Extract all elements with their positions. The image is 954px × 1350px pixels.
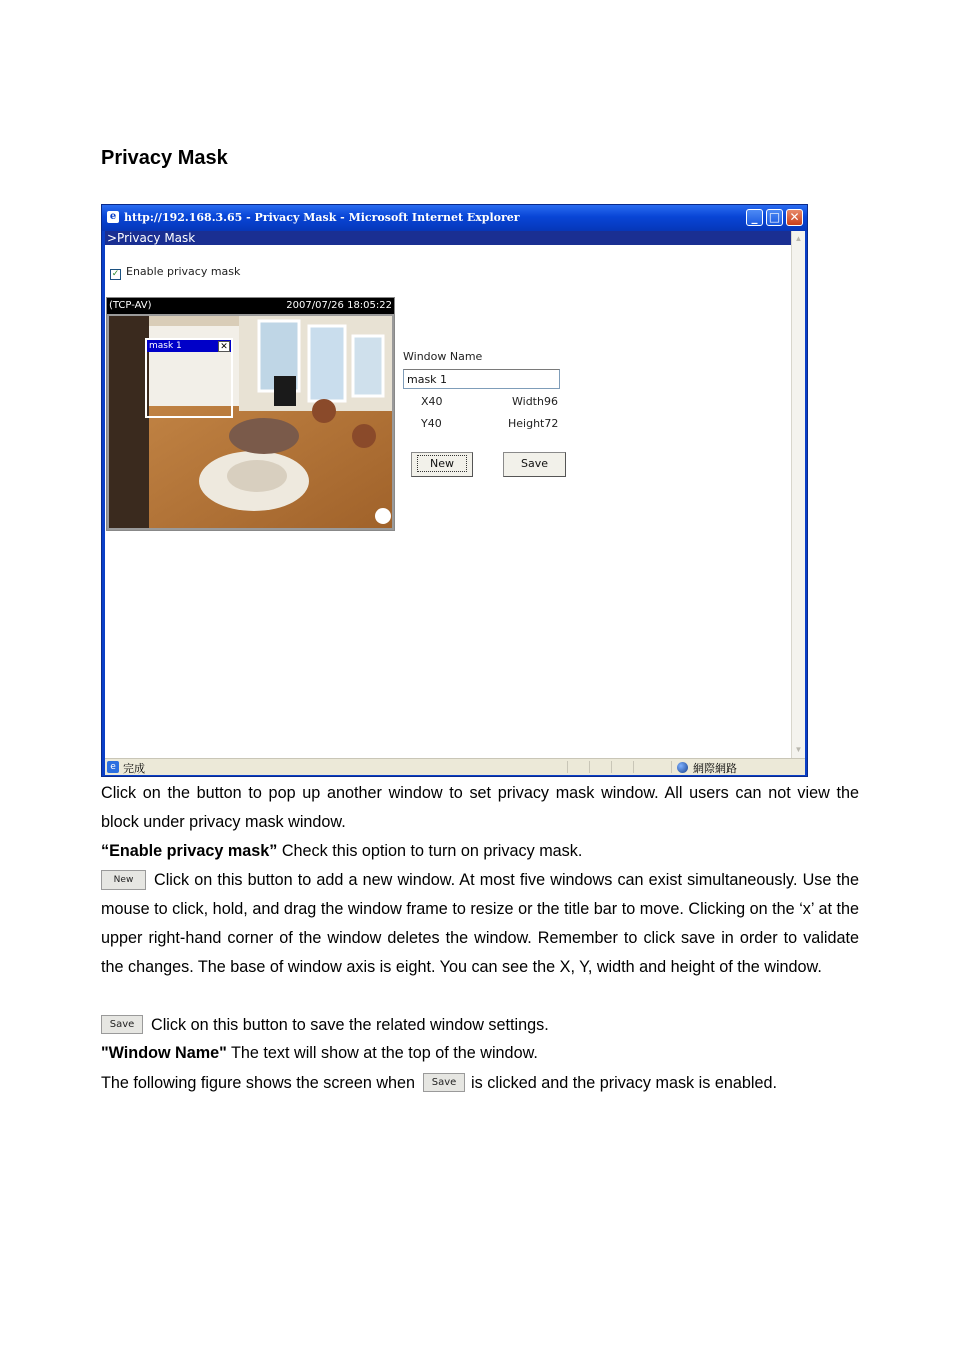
status-bar xyxy=(105,758,805,775)
save-button-illustration: Save xyxy=(423,1073,465,1092)
close-icon[interactable]: ✕ xyxy=(786,209,803,226)
section-title: Privacy Mask xyxy=(101,147,228,169)
mask-title: mask 1 xyxy=(149,341,182,351)
camera-protocol-label: (TCP-AV) xyxy=(109,300,152,311)
enable-privacy-mask-row[interactable] xyxy=(110,265,240,280)
paragraph-figure-intro xyxy=(101,1069,859,1098)
paragraph-window-name xyxy=(101,1039,859,1068)
new-button-illustration: New xyxy=(101,870,146,890)
privacy-mask-window[interactable] xyxy=(145,338,233,418)
enable-description: Check this option to turn on privacy mask. xyxy=(277,842,583,860)
height-value: Height72 xyxy=(508,417,559,430)
paragraph-save xyxy=(101,1011,859,1040)
paragraph-enable xyxy=(101,837,859,866)
scroll-up-icon[interactable]: ▲ xyxy=(794,234,803,243)
y-value: Y40 xyxy=(421,417,442,430)
status-divider xyxy=(611,761,612,773)
ie-page-icon: e xyxy=(107,211,119,223)
window-name-label: Window Name xyxy=(403,350,483,363)
status-divider xyxy=(589,761,590,773)
save-button-illustration: Save xyxy=(101,1015,143,1034)
zone-text: 網際網路 xyxy=(693,762,737,775)
enable-privacy-mask-checkbox[interactable]: ✓ xyxy=(111,269,120,279)
camera-timestamp: 2007/07/26 18:05:22 xyxy=(286,300,392,311)
paragraph-new xyxy=(101,866,859,982)
maximize-icon[interactable]: □ xyxy=(766,209,783,226)
window-name-input[interactable] xyxy=(403,369,560,389)
enable-privacy-mask-label: Enable privacy mask xyxy=(126,265,241,278)
save-button[interactable]: Save xyxy=(503,452,566,477)
internet-zone-icon xyxy=(677,762,688,773)
status-text: 完成 xyxy=(123,762,145,775)
window-name-description: The text will show at the top of the window. xyxy=(226,1044,538,1062)
enable-term: “Enable privacy mask” xyxy=(101,842,278,860)
browser-content xyxy=(105,231,791,758)
new-button[interactable] xyxy=(411,452,473,477)
camera-caption-bar xyxy=(107,298,394,314)
paragraph-intro: Click on the button to pop up another window to set privacy mask window. All users can not view the block under privacy mask window. xyxy=(101,784,859,831)
x-value: X40 xyxy=(421,395,443,408)
status-divider xyxy=(567,761,568,773)
figure-intro-before: The following figure shows the screen when xyxy=(101,1074,416,1092)
new-description: Click on this button to add a new window. At most five windows can exist simultaneously. Use the mouse to click, hold, and drag the window frame to resize or the title bar to move. Clicking on the ‘x’ at the upper right-hand corner of the window deletes the window. Remember to click save in order to validate the changes. The base of window axis is eight. You can see the X, Y, width and height of the window. xyxy=(101,871,859,976)
browser-title: http://192.168.3.65 - Privacy Mask - Microsoft Internet Explorer xyxy=(124,211,520,224)
camera-image xyxy=(109,316,392,528)
vertical-scrollbar[interactable] xyxy=(791,231,805,758)
page-header: >Privacy Mask xyxy=(105,231,791,245)
width-value: Width96 xyxy=(512,395,558,408)
figure-intro-after: is clicked and the privacy mask is enabled. xyxy=(471,1074,777,1092)
save-description: Click on this button to save the related window settings. xyxy=(151,1016,549,1034)
status-divider xyxy=(671,761,672,773)
new-button-label: New xyxy=(417,455,467,472)
status-divider xyxy=(633,761,634,773)
browser-title-bar[interactable] xyxy=(102,205,807,231)
mask-close-icon[interactable]: ✕ xyxy=(218,341,230,352)
minimize-icon[interactable]: _ xyxy=(746,209,763,226)
scroll-down-icon[interactable]: ▼ xyxy=(794,745,803,754)
done-page-icon: e xyxy=(107,761,119,773)
window-name-term: "Window Name" xyxy=(101,1044,227,1062)
camera-view-frame xyxy=(106,297,395,531)
browser-window-screenshot xyxy=(101,204,808,777)
